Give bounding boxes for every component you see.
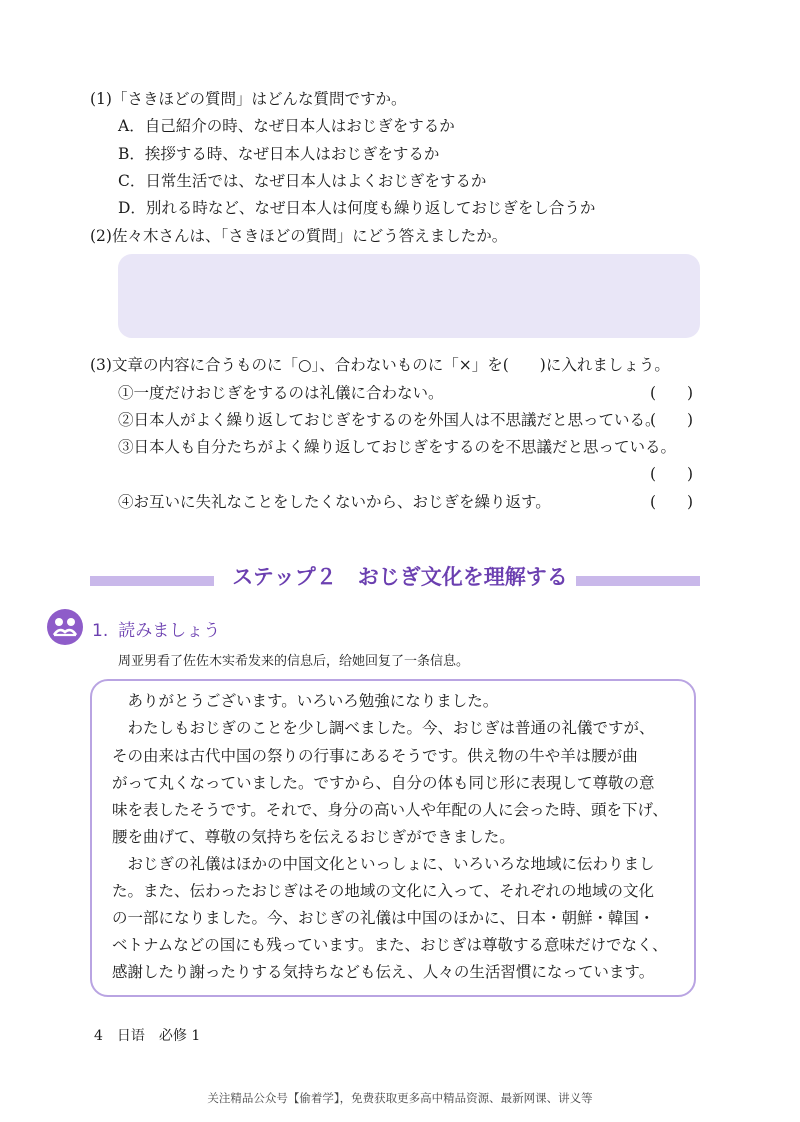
page-footer <box>94 1026 200 1046</box>
reading-line-11: 感謝したり謝ったりする気持ちなども伝え、人々の生活習慣になっています。 <box>112 963 655 981</box>
question-1-label: (1)「さきほどの質問」はどんな質問ですか。 <box>90 90 407 108</box>
question-1-option-c: C．日常生活では、なぜ日本人はよくおじぎをするか <box>118 172 487 190</box>
section-number: 1. <box>92 621 109 641</box>
book-volume: 必修 1 <box>158 1028 201 1044</box>
section-title <box>92 619 220 643</box>
watermark-text: 关注精品公众号【偷着学】，免费获取更多高中精品资源、最新网课、讲义等 <box>207 1091 593 1105</box>
answer-blank-4[interactable]: ( ) <box>650 493 694 511</box>
page-number: 4 <box>94 1028 103 1044</box>
question-2-label: (2)佐々木さんは、「さきほどの質問」にどう答えましたか。 <box>90 227 508 245</box>
reading-line-3: その由来は古代中国の祭りの行事にあるそうです。供え物の牛や羊は腰が曲 <box>112 747 638 765</box>
reading-line-5: 味を表したそうです。それで、身分の高い人や年配の人に会った時、頭を下げ、 <box>112 801 668 819</box>
question-3-item-4: ④お互いに失礼なことをしたくないから、おじぎを繰り返す。 <box>118 493 551 511</box>
reading-line-4: がって丸くなっていました。ですから、自分の体も同じ形に表現して尊敬の意 <box>112 774 655 792</box>
reading-line-7: おじぎの礼儀はほかの中国文化といっしょに、いろいろな地域に伝わりまし <box>112 855 655 873</box>
question-1-option-b: B．挨拶する時、なぜ日本人はおじぎをするか <box>118 145 440 163</box>
section-note: 周亚男看了佐佐木实希发来的信息后，给她回复了一条信息。 <box>118 654 470 669</box>
reading-line-10: ベトナムなどの国にも残っています。また、おじぎは尊敬する意味だけでなく、 <box>112 936 668 954</box>
reading-line-2: わたしもおじぎのことを少し調べました。今、おじぎは普通の礼儀ですが、 <box>112 719 655 737</box>
book-title: 日语 <box>116 1028 145 1044</box>
answer-blank-2[interactable]: ( ) <box>650 411 694 429</box>
question-1-option-a: A．自己紹介の時、なぜ日本人はおじぎをするか <box>118 117 455 135</box>
answer-blank-3[interactable]: ( ) <box>650 465 694 483</box>
reading-line-6: 腰を曲げて、尊敬の気持ちを伝えるおじぎができました。 <box>112 828 515 846</box>
reading-icon <box>46 608 84 646</box>
answer-blank-1[interactable]: ( ) <box>650 384 694 402</box>
reading-line-8: た。また、伝わったおじぎはその地域の文化に入って、それぞれの地域の文化 <box>112 882 655 900</box>
reading-line-9: の一部になりました。今、おじぎの礼儀は中国のほかに、日本・朝鮮・韓国・ <box>112 909 655 927</box>
question-1-option-d: D．別れる時など、なぜ日本人は何度も繰り返しておじぎをし合うか <box>118 199 596 217</box>
section-title-text: 読みましょう <box>118 621 221 641</box>
question-3-label: (3)文章の内容に合うものに「○」、合わないものに「×」を( )に入れましょう。 <box>90 356 670 374</box>
question-3-item-2: ②日本人がよく繰り返しておじぎをするのを外国人は不思議だと思っている。 <box>118 411 661 429</box>
question-3-item-3: ③日本人も自分たちがよく繰り返しておじぎをするのを不思議だと思っている。 <box>118 438 677 456</box>
step-title: ステップ２ おじぎ文化を理解する <box>232 565 568 589</box>
answer-box[interactable] <box>118 254 700 338</box>
reading-line-1: ありがとうございます。いろいろ勉強になりました。 <box>112 692 499 710</box>
question-3-item-1: ①一度だけおじぎをするのは礼儀に合わない。 <box>118 384 444 402</box>
